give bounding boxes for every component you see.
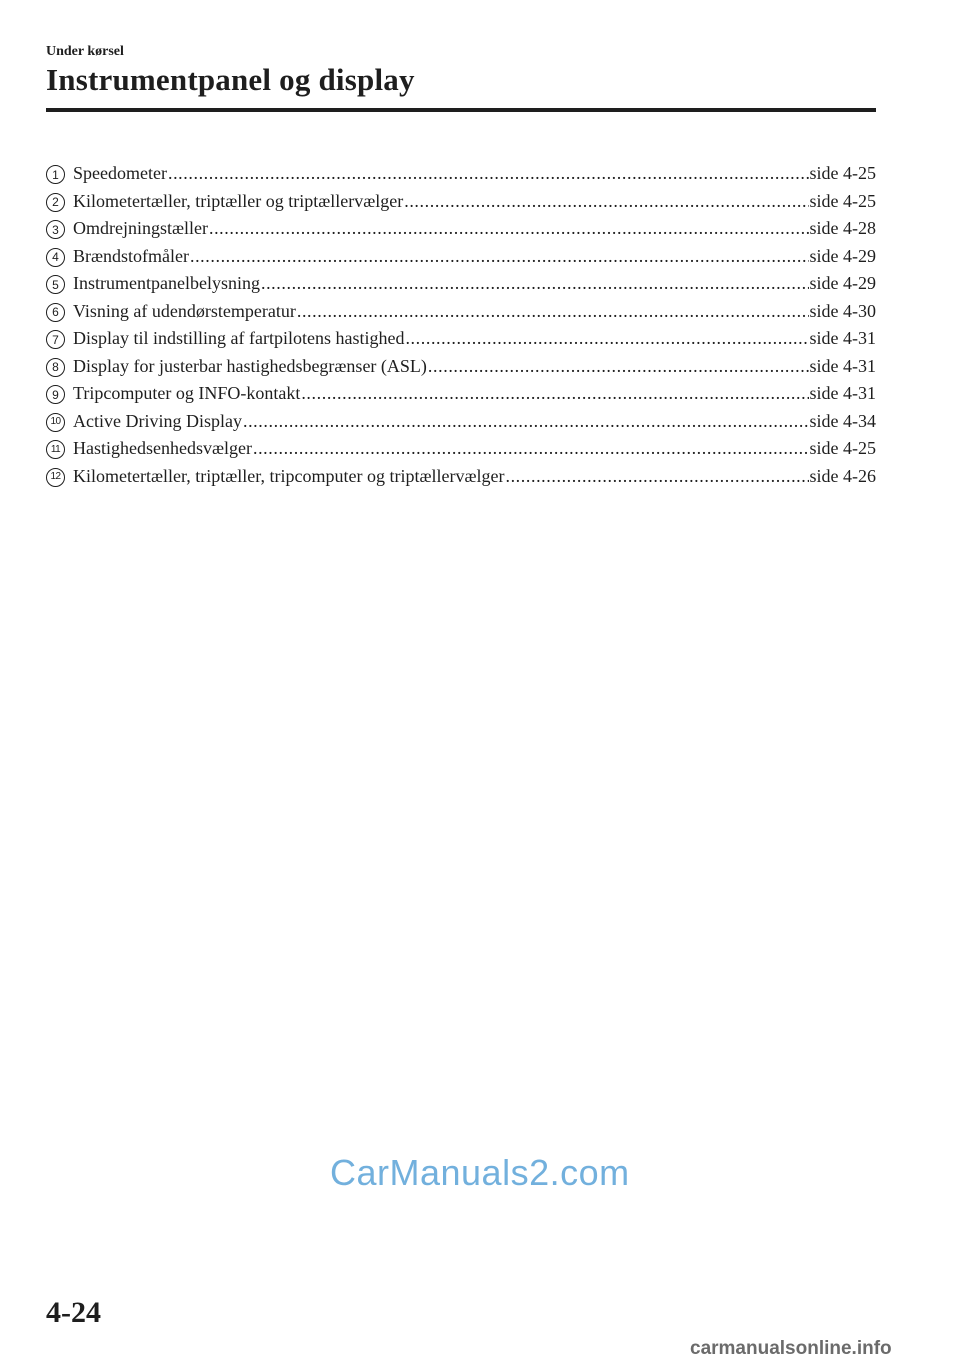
dot-leader (301, 382, 808, 404)
toc-item[interactable] (46, 217, 876, 245)
toc-item[interactable] (46, 382, 876, 410)
toc-item[interactable] (46, 245, 876, 273)
watermark: CarManuals2.com (330, 1152, 630, 1193)
circled-number-icon: 12 (46, 468, 65, 487)
dot-leader (168, 162, 809, 184)
circled-number-icon: 2 (46, 193, 65, 212)
toc-item-label: Omdrejningstæller (73, 218, 208, 238)
toc-item-page-ref[interactable]: side 4-26 (809, 465, 876, 486)
toc-item[interactable] (46, 190, 876, 218)
dot-leader (261, 272, 809, 294)
circled-number-icon: 4 (46, 248, 65, 267)
dot-leader (190, 245, 809, 267)
toc-item[interactable] (46, 327, 876, 355)
section-label: Under kørsel (46, 44, 124, 59)
toc-item-page-ref[interactable]: side 4-31 (809, 328, 876, 348)
title-rule (46, 108, 876, 112)
toc-item-page-ref[interactable]: side 4-25 (809, 163, 876, 183)
page-number: 4-24 (46, 1296, 101, 1329)
toc-item-label: Tripcomputer og INFO-kontakt (73, 383, 301, 403)
dot-leader (505, 465, 808, 487)
toc-item-label: Instrumentpanelbelysning (73, 273, 260, 293)
toc-item-page-ref[interactable]: side 4-25 (809, 190, 876, 211)
toc-item[interactable] (46, 300, 876, 328)
circled-number-icon: 6 (46, 303, 65, 322)
page-title: Instrumentpanel og display (46, 62, 415, 97)
dot-leader (297, 300, 809, 322)
toc-item-label: Kilometertæller, triptæller, tripcomputer og triptællervælger (73, 465, 505, 486)
dot-leader (209, 217, 809, 239)
circled-number-icon: 3 (46, 220, 65, 239)
circled-number-icon: 9 (46, 385, 65, 404)
toc-item-label: Display til indstilling af fartpilotens hastighed (73, 328, 405, 348)
toc-item-page-ref[interactable]: side 4-34 (809, 410, 876, 431)
toc-item-page-ref[interactable]: side 4-31 (809, 383, 876, 403)
toc-item-page-ref[interactable]: side 4-30 (809, 300, 876, 321)
toc-item-label: Active Driving Display (73, 410, 242, 431)
toc-item-label: Brændstofmåler (73, 245, 189, 266)
toc-item[interactable] (46, 465, 876, 493)
toc-item-label: Hastighedsenhedsvælger (73, 438, 252, 458)
toc-item-page-ref[interactable]: side 4-29 (809, 273, 876, 293)
dot-leader (404, 190, 808, 212)
circled-number-icon: 11 (46, 440, 65, 459)
toc-item-page-ref[interactable]: side 4-31 (809, 355, 876, 376)
circled-number-icon: 8 (46, 358, 65, 377)
toc-item[interactable] (46, 162, 876, 190)
toc-item-label: Visning af udendørstemperatur (73, 300, 296, 321)
toc-item-label: Kilometertæller, triptæller og triptællervælger (73, 190, 404, 211)
toc-item-label: Speedometer (73, 163, 167, 183)
circled-number-icon: 5 (46, 275, 65, 294)
circled-number-icon: 7 (46, 330, 65, 349)
circled-number-icon: 10 (46, 413, 65, 432)
toc-item-page-ref[interactable]: side 4-25 (809, 438, 876, 458)
footer-brand[interactable]: carmanualsonline.info (690, 1338, 892, 1359)
circled-number-icon: 1 (46, 165, 65, 184)
toc-item[interactable] (46, 437, 876, 465)
toc-item[interactable] (46, 355, 876, 383)
toc-item[interactable] (46, 410, 876, 438)
dot-leader (405, 327, 808, 349)
toc-item-page-ref[interactable]: side 4-28 (809, 218, 876, 238)
dot-leader (428, 355, 809, 377)
toc-item[interactable] (46, 272, 876, 300)
toc-list (46, 162, 876, 492)
dot-leader (253, 437, 809, 459)
toc-item-page-ref[interactable]: side 4-29 (809, 245, 876, 266)
dot-leader (243, 410, 809, 432)
toc-item-label: Display for justerbar hastighedsbegrænser (ASL) (73, 355, 427, 376)
